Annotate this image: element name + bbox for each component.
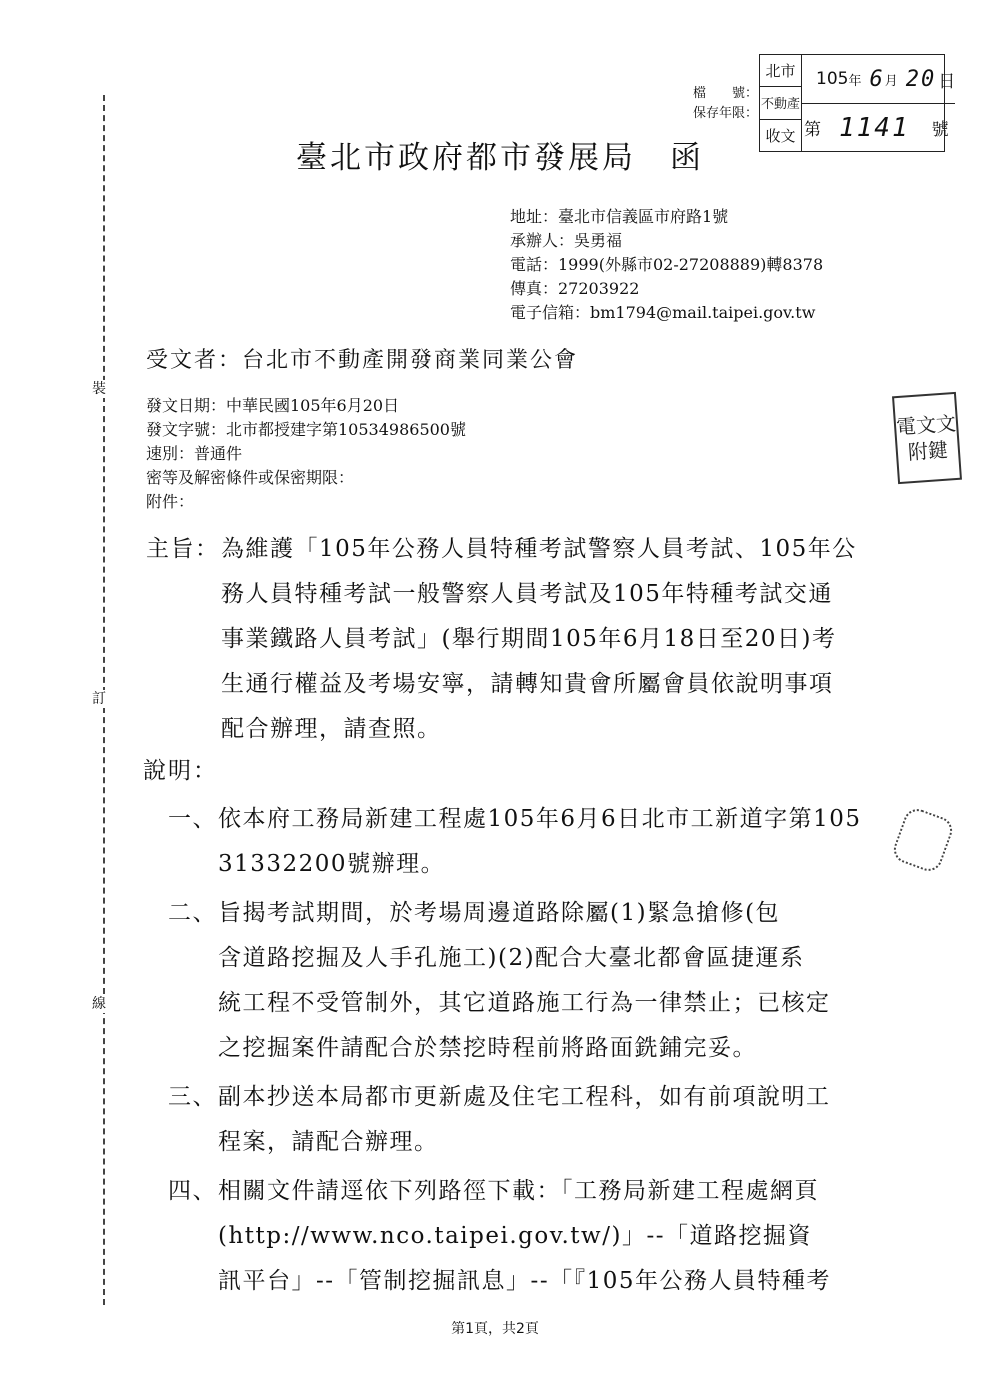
subject-line: 為維護「105年公務人員特種考試警察人員考試、105年公 (221, 536, 857, 562)
item-line: 之挖掘案件請配合於禁挖時程前將路面銑鋪完妥。 (218, 1035, 757, 1061)
stamp-month-char: 月 (884, 73, 898, 89)
item-line: 旨揭考試期間，於考場周邊道路除屬(1)緊急搶修(包 (218, 900, 781, 926)
retention-label: 保存年限： (692, 106, 758, 121)
item-line: 31332200號辦理。 (218, 851, 446, 877)
email: 電子信箱：bm1794@mail.taipei.gov.tw (510, 303, 816, 322)
stamp-date-row (802, 55, 955, 104)
stamp-no-prefix: 第 (804, 120, 821, 140)
subject-text (221, 527, 866, 752)
explanation-items (168, 797, 868, 1308)
subject-line: 生通行權益及考場安寧，請轉知貴會所屬會員依說明事項 (221, 671, 834, 697)
margin-label-ding: 訂 (82, 690, 116, 708)
stamp-day: 20 (905, 66, 937, 92)
subject-label: 主旨： (146, 536, 220, 562)
stamp-number-row (802, 104, 955, 151)
stamp-year-char: 年 (848, 73, 862, 89)
electronic-document-seal (892, 392, 962, 484)
page-seal-mark (890, 805, 956, 875)
subject-line: 事業鐵路人員考試」(舉行期間105年6月18日至20日)考 (221, 626, 837, 652)
seal-char: 附 (907, 438, 929, 465)
issue-date: 發文日期：中華民國105年6月20日 (146, 396, 400, 415)
item-line: 統工程不受管制外，其它道路施工行為一律禁止；已核定 (218, 990, 831, 1016)
document-title: 臺北市政府都市發展局 函 (296, 140, 704, 176)
seal-char: 文 (915, 412, 937, 438)
stamp-no-value: 1141 (839, 112, 910, 143)
phone: 電話：1999(外縣市02-27208889)轉8378 (510, 255, 824, 274)
address: 地址：臺北市信義區市府路1號 (510, 207, 729, 226)
item-line: (http://www.nco.taipei.gov.tw/)」--「道路挖掘資 (218, 1223, 812, 1249)
stamp-org-1: 北市 (760, 55, 801, 87)
item-line: 副本抄送本局都市更新處及住宅工程科，如有前項說明工 (218, 1084, 831, 1110)
item-number: 四、 (168, 1178, 217, 1204)
stamp-no-suffix: 號 (931, 120, 949, 140)
stamp-fields (802, 55, 955, 151)
explanation-item (168, 797, 868, 887)
margin-label-zhuang: 裝 (82, 380, 116, 398)
explanation-item (168, 1169, 868, 1304)
secrecy-level: 密等及解密條件或保密期限： (146, 468, 355, 487)
seal-char: 文 (935, 410, 957, 437)
item-line: 訊平台」--「管制挖掘訊息」--「『105年公務人員特種考 (218, 1268, 831, 1294)
recipient: 受文者：台北市不動產開發商業同業公會 (146, 348, 579, 373)
seal-char: 鍵 (927, 437, 949, 463)
page-number: 第1頁，共2頁 (451, 1321, 539, 1337)
item-line: 相關文件請逕依下列路徑下載：「工務局新建工程處網頁 (218, 1178, 819, 1204)
explanation-label: 說明： (143, 758, 218, 784)
subject-line: 務人員特種考試一般警察人員考試及105年特種考試交通 (221, 581, 833, 607)
explanation-item (168, 891, 868, 1071)
item-line: 依本府工務局新建工程處105年6月6日北市工新道字第105 (218, 806, 862, 832)
item-number: 一、 (168, 806, 217, 832)
stamp-year: 105 (816, 69, 849, 89)
document-number: 發文字號：北市都授建字第10534986500號 (146, 420, 466, 439)
item-line: 含道路挖掘及人手孔施工)(2)配合大臺北都會區捷運系 (218, 945, 805, 971)
margin-label-xian: 線 (82, 995, 116, 1013)
file-number-label: 檔 號： (692, 86, 758, 101)
item-number: 二、 (168, 900, 217, 926)
attachment: 附件： (146, 492, 195, 511)
stamp-org-2: 不動產 (760, 87, 801, 119)
stamp-day-char: 日 (938, 71, 956, 92)
file-info (640, 84, 758, 124)
handler: 承辦人：吳勇福 (510, 231, 623, 250)
item-line: 程案，請配合辦理。 (218, 1129, 439, 1155)
speed-class: 速別：普通件 (146, 444, 243, 463)
document-meta (146, 394, 466, 514)
contact-block (510, 205, 823, 325)
fax: 傳真：27203922 (510, 279, 640, 298)
explanation-item (168, 1075, 868, 1165)
stamp-month: 6 (869, 66, 885, 92)
item-number: 三、 (168, 1084, 217, 1110)
stamp-org-3: 收文 (765, 126, 796, 145)
subject-section (146, 527, 866, 752)
subject-line: 配合辦理，請查照。 (221, 716, 442, 742)
seal-char: 電 (895, 413, 917, 440)
